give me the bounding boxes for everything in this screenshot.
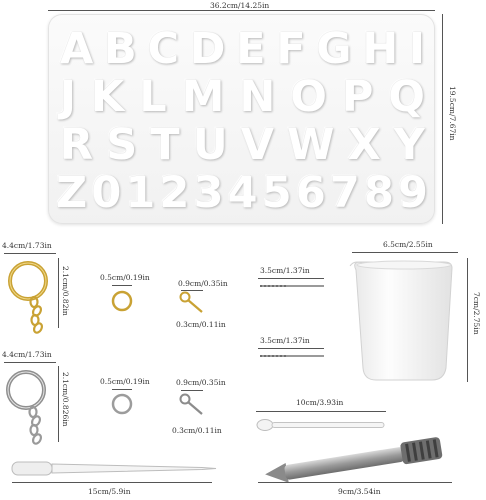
jump-ring-gold-line bbox=[112, 285, 132, 286]
jump-ring-silver-line bbox=[112, 389, 132, 390]
mold-character: U bbox=[192, 120, 228, 170]
drill-bit-2-line bbox=[258, 348, 324, 349]
cup-height-line bbox=[467, 258, 468, 382]
mold-character: O bbox=[290, 72, 327, 122]
mold-character: H bbox=[362, 24, 399, 74]
alphabet-mold bbox=[48, 14, 435, 224]
mold-character: T bbox=[150, 120, 180, 170]
mold-character: J bbox=[60, 72, 76, 122]
mold-character: A bbox=[60, 24, 94, 74]
gold-keyring bbox=[2, 258, 62, 338]
keyring-gold-width-line bbox=[4, 253, 56, 254]
cup-height-label: 7cm/2.75in bbox=[472, 292, 481, 335]
mold-row-4 bbox=[56, 168, 428, 218]
silver-jump-ring bbox=[108, 391, 138, 421]
hand-drill-line bbox=[258, 482, 452, 483]
mold-character: D bbox=[189, 24, 226, 74]
mold-character: 6 bbox=[295, 168, 326, 218]
mold-character: I bbox=[409, 24, 425, 74]
gold-eye-pin bbox=[178, 290, 208, 320]
mold-character: 9 bbox=[398, 168, 428, 218]
mold-character: 2 bbox=[159, 168, 190, 218]
mold-character: P bbox=[341, 72, 374, 122]
mold-character: N bbox=[239, 72, 276, 122]
silver-keyring bbox=[2, 366, 62, 452]
drill-bit-1 bbox=[258, 282, 328, 290]
mold-row-3 bbox=[60, 120, 425, 170]
spoon-label: 10cm/3.93in bbox=[296, 398, 344, 407]
mold-width-line bbox=[48, 10, 435, 11]
mold-height-label: 19.5cm/7.67in bbox=[448, 86, 457, 141]
keyring-gold-height-label: 2.1cm/0.82in bbox=[61, 266, 70, 316]
jump-ring-gold-label: 0.5cm/0.19in bbox=[100, 273, 150, 282]
keyring-gold-width-label: 4.4cm/1.73in bbox=[2, 241, 52, 250]
eye-pin-gold-width-label: 0.3cm/0.11in bbox=[176, 320, 226, 329]
mold-character: F bbox=[276, 24, 306, 74]
eye-pin-silver-line bbox=[181, 390, 203, 391]
mold-height-line bbox=[442, 14, 443, 224]
silver-eye-pin bbox=[178, 392, 208, 422]
spoon-line bbox=[256, 411, 386, 412]
mold-character: Y bbox=[393, 120, 425, 170]
mold-character: Q bbox=[388, 72, 425, 122]
hand-drill-label: 9cm/3.54in bbox=[338, 487, 381, 496]
mold-row-2 bbox=[60, 72, 425, 122]
mold-character: B bbox=[103, 24, 137, 74]
mold-character: E bbox=[236, 24, 266, 74]
gold-jump-ring bbox=[108, 288, 138, 318]
mold-character: M bbox=[181, 72, 225, 122]
mold-character: Z bbox=[56, 168, 88, 218]
mold-row-1 bbox=[60, 24, 425, 74]
mold-character: L bbox=[139, 72, 167, 122]
mold-character: 8 bbox=[363, 168, 394, 218]
mold-character: 3 bbox=[193, 168, 224, 218]
mold-character: V bbox=[240, 120, 274, 170]
mold-character: 0 bbox=[91, 168, 122, 218]
mold-character: 1 bbox=[125, 168, 156, 218]
drill-bit-1-label: 3.5cm/1.37in bbox=[260, 266, 310, 275]
cup-width-line bbox=[352, 252, 458, 253]
measuring-cup bbox=[348, 256, 458, 386]
mold-character: K bbox=[90, 72, 125, 122]
mold-character: G bbox=[316, 24, 352, 74]
drill-bit-2-label: 3.5cm/1.37in bbox=[260, 336, 310, 345]
eye-pin-silver-length-label: 0.9cm/0.35in bbox=[176, 378, 226, 387]
drill-bit-2 bbox=[258, 352, 328, 360]
eye-pin-gold-length-label: 0.9cm/0.35in bbox=[178, 279, 228, 288]
mold-character: S bbox=[106, 120, 138, 170]
jump-ring-silver-label: 0.5cm/0.19in bbox=[100, 377, 150, 386]
mold-character: R bbox=[60, 120, 94, 170]
hand-drill bbox=[256, 430, 456, 490]
plastic-pipette bbox=[12, 460, 222, 480]
keyring-silver-width-line bbox=[4, 362, 56, 363]
drill-bit-1-line bbox=[258, 278, 324, 279]
mold-character: W bbox=[287, 120, 335, 170]
mold-width-label: 36.2cm/14.25in bbox=[210, 1, 270, 10]
silver-chain bbox=[30, 407, 43, 445]
mold-character: 4 bbox=[227, 168, 258, 218]
mold-character: 7 bbox=[329, 168, 360, 218]
keyring-silver-height-label: 2.1cm/0.826in bbox=[61, 372, 70, 427]
eye-pin-silver-width-label: 0.3cm/0.11in bbox=[172, 426, 222, 435]
pipette-label: 15cm/5.9in bbox=[88, 487, 131, 496]
pipette-line bbox=[12, 482, 212, 483]
keyring-silver-width-label: 4.4cm/1.73in bbox=[2, 350, 52, 359]
mold-character: C bbox=[147, 24, 180, 74]
mold-character: 5 bbox=[261, 168, 292, 218]
mold-character: X bbox=[347, 120, 381, 170]
cup-width-label: 6.5cm/2.55in bbox=[383, 240, 433, 249]
gold-chain bbox=[31, 297, 44, 334]
